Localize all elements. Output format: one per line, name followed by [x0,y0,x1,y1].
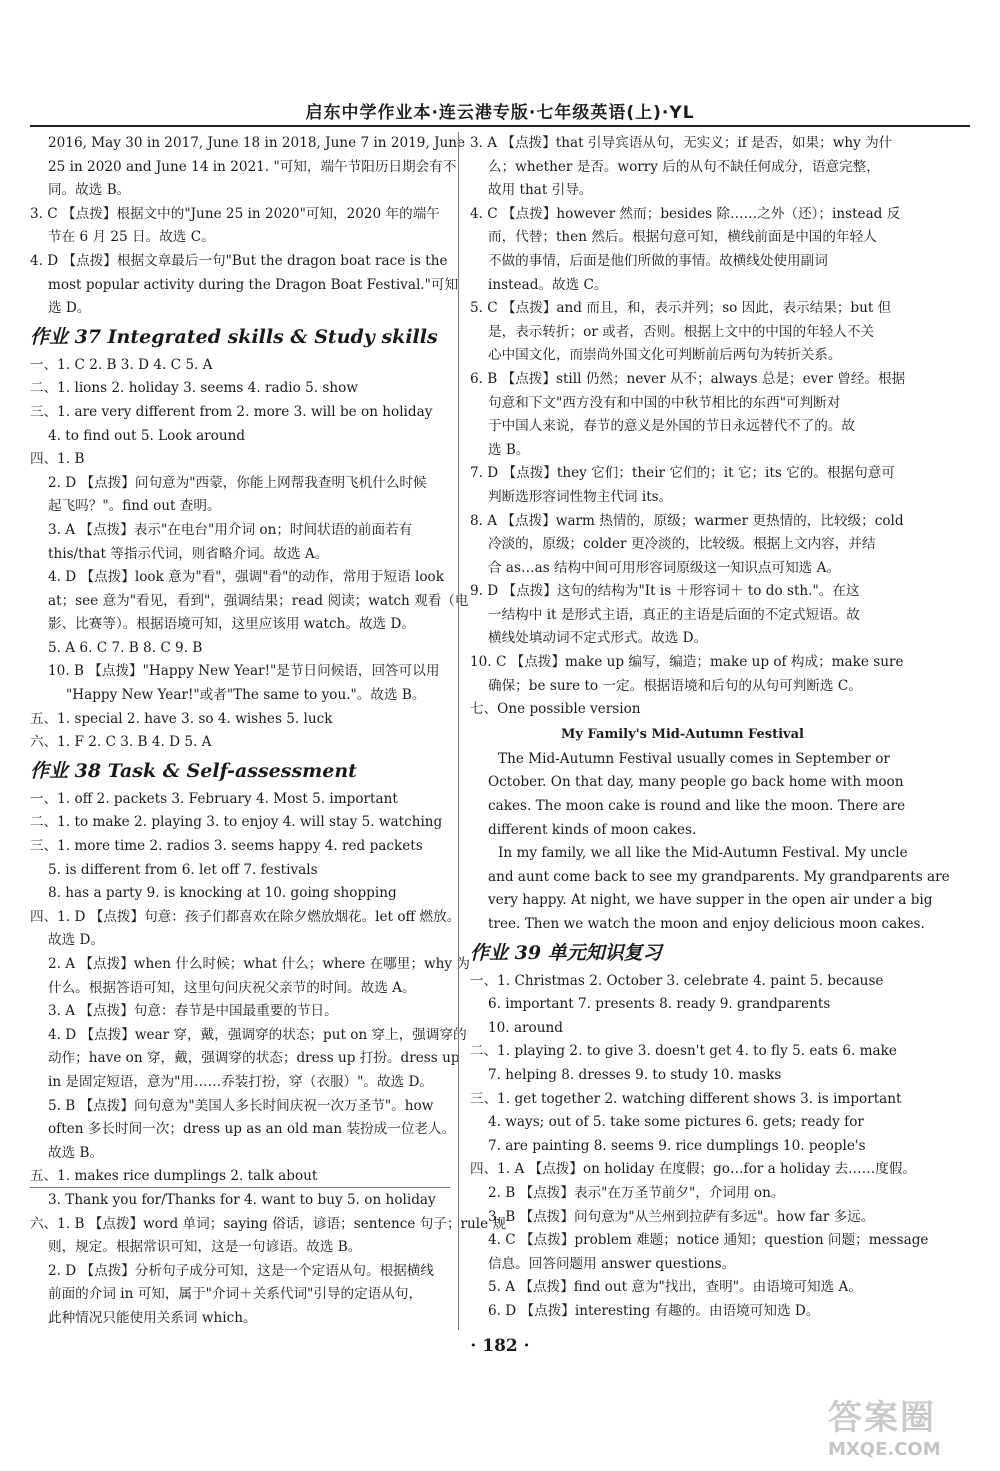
answer-line: 2. D 【点拨】问句意为"西蒙，你能上网帮我查明飞机什么时候 [48,474,427,491]
answer-line: 横线处填动词不定式形式。故选 D。 [488,630,708,647]
answer-line: 一、1. off 2. packets 3. February 4. Most 5. important [30,790,398,807]
answer-line: 选 D。 [48,300,91,317]
answer-line: 2. A 【点拨】when 什么时候；what 什么；where 在哪里；why 为 [48,956,471,972]
answer-line: most popular activity during the Dragon Boat Festival."可知 [48,276,459,293]
answer-line: 起飞吗？"。find out 查明。 [48,498,221,515]
answer-line: 25 in 2020 and June 14 in 2021. "可知，端午节阳历日期会有不 [48,158,457,175]
answer-line: 三、1. get together 2. watching different shows 3. is important [470,1090,902,1107]
answer-line: 4. D 【点拨】look 意为"看"，强调"看"的动作，常用于短语 look [48,569,444,586]
answer-line: in 是固定短语，意为"用……乔装打扮，穿（衣服）"。故选 D。 [48,1073,433,1090]
column-divider [458,132,459,1330]
answer-line: 合 as…as 结构中间可用形容词原级这一知识点可知选 A。 [488,559,841,576]
answer-line: 10. B 【点拨】"Happy New Year!"是节日问候语，回答可以用 [48,663,440,680]
answer-line: 3. A 【点拨】表示"在电台"用介词 on；时间状语的前面若有 [48,521,413,538]
answer-line: 8. A 【点拨】warm 热情的，原级；warmer 更热情的，比较级；cold [470,512,904,529]
answer-line: at；see 意为"看见，看到"，强调结果；read 阅读；watch 观看（电 [48,592,469,609]
answer-line: The Mid-Autumn Festival usually comes in September or [498,750,890,767]
answer-line: 影、比赛等）。根据语境可知，这里应该用 watch。故选 D。 [48,616,415,633]
section-heading: 作业 37 Integrated skills & Study skills [30,325,438,348]
answer-line: 一、1. C 2. B 3. D 4. C 5. A [30,356,213,373]
answer-line: this/that 等指示代词，则省略介词。故选 A。 [48,545,329,562]
answer-line: 心中国文化，而崇尚外国文化可判断前后两句为转折关系。 [488,347,842,364]
answer-line: 不做的事情，后面是他们所做的事情。故横线处使用副词 [488,252,828,269]
answer-line: 10. C 【点拨】make up 编写，编造；make up of 构成；make sure [470,654,904,671]
answer-line: 确保；be sure to 一定。根据语境和后句的从句可判断选 C。 [488,677,862,694]
answer-line: 9. D 【点拨】这句的结构为"It is ＋形容词＋ to do sth."。在这 [470,583,860,600]
answer-line: 故选 B。 [48,1144,104,1161]
answer-line: 故选 D。 [48,932,105,949]
answer-line: 3. Thank you for/Thanks for 4. want to buy 5. on holiday [48,1191,436,1208]
answer-line: 四、1. D 【点拨】句意：孩子们都喜欢在除夕燃放烟花。let off 燃放。 [30,908,461,925]
answer-line: 前面的介词 in 可知，属于"介词＋关系代词"引导的定语从句， [48,1286,423,1303]
logo-url: MXQE.COM [828,1439,941,1460]
answer-line: 节在 6 月 25 日。故选 C。 [48,229,215,246]
answer-line: 则，规定。根据常识可知，这是一句谚语。故选 B。 [48,1239,362,1256]
watermark-logo [828,1390,978,1460]
left-column [30,132,507,1326]
answer-line: 3. B 【点拨】问句意为"从兰州到拉萨有多远"。how far 多远。 [488,1208,875,1225]
answer-line: often 多长时间一次；dress up as an old man 装扮成一位老人。 [48,1121,456,1138]
answer-line: tree. Then we watch the moon and enjoy delicious moon cakes. [488,916,925,932]
answer-line: 四、1. A 【点拨】on holiday 在度假；go…for a holiday 去……度假。 [470,1161,917,1178]
page-header: 启东中学作业本·连云港专版·七年级英语(上)·YL [305,103,695,123]
answer-line: 6. D 【点拨】interesting 有趣的。由语境可知选 D。 [488,1302,820,1319]
answer-line: 同。故选 B。 [48,182,131,199]
answer-line: 8. has a party 9. is knocking at 10. going shopping [48,885,397,902]
answer-line: 5. A 6. C 7. B 8. C 9. B [48,639,203,656]
answer-line: instead。故选 C。 [488,276,608,293]
answer-line: 4. C 【点拨】however 然而；besides 除……之外（还）；instead 反 [470,205,901,222]
answer-line: 4. ways; out of 5. take some pictures 6. gets; ready for [488,1114,864,1131]
answer-line: 3. A 【点拨】句意：春节是中国最重要的节日。 [48,1003,338,1020]
answer-line: 5. B 【点拨】问句意为"美国人多长时间庆祝一次万圣节"。how [48,1097,434,1114]
answer-line: 6. important 7. presents 8. ready 9. grandparents [488,996,831,1013]
answer-line: 判断选形容词性物主代词 its。 [488,488,673,505]
answer-line: 3. C 【点拨】根据文中的"June 25 in 2020"可知，2020 年的端午 [30,205,440,222]
answer-line: 五、1. makes rice dumplings 2. talk about [30,1168,318,1185]
answer-line: 5. C 【点拨】and 而且，和，表示并列；so 因此，表示结果；but 但 [470,300,892,317]
header-rule [30,125,970,127]
answer-line: different kinds of moon cakes. [488,821,697,838]
answer-line: 七、One possible version [470,701,641,718]
answer-line: and aunt come back to see my grandparents. My grandparents are [488,868,950,885]
answer-line: 二、1. to make 2. playing 3. to enjoy 4. will stay 5. watching [30,814,443,831]
answer-line: 4. D 【点拨】根据文章最后一句"But the dragon boat race is the [30,252,448,269]
essay-title: My Family's Mid-Autumn Festival [561,726,804,742]
answer-line: 于中国人来说，春节的意义是外国的节日永远替代不了的。故 [488,418,856,435]
answer-line: 选 B。 [488,441,530,458]
page-number: · 182 · [470,1336,530,1356]
section-heading: 作业 38 Task & Self-assessment [30,759,357,782]
answer-line: 三、1. are very different from 2. more 3. will be on holiday [30,403,433,420]
answer-line: 三、1. more time 2. radios 3. seems happy 4. red packets [30,838,423,855]
answer-line: 六、1. F 2. C 3. B 4. D 5. A [30,734,212,751]
answer-line: 7. helping 8. dresses 9. to study 10. masks [488,1066,782,1083]
answer-line: 是，表示转折；or 或者，否则。根据上文中的中国的年轻人不关 [488,323,875,340]
answer-line: 10. around [488,1019,563,1036]
answer-line: 5. A 【点拨】find out 意为"找出，查明"。由语境可知选 A。 [488,1279,862,1296]
answer-line: 一结构中 it 是形式主语，真正的主语是后面的不定式短语。故 [488,606,860,623]
answer-line: 么；whether 是否。worry 后的从句不缺任何成分，语意完整， [488,158,880,175]
answer-line: 5. is different from 6. let off 7. festivals [48,861,318,878]
section-heading: 作业 39 单元知识复习 [470,941,662,964]
answer-line: 2. D 【点拨】分析句子成分可知，这是一个定语从句。根据横线 [48,1262,434,1279]
answer-line: 2. B 【点拨】表示"在万圣节前夕"，介词用 on。 [488,1184,785,1201]
answer-line: In my family, we all like the Mid-Autumn Festival. My uncle [498,845,908,862]
answer-line: "Happy New Year!"或者"The same to you."。故选 B。 [66,687,426,704]
logo-mark: 答案圈 [828,1398,936,1438]
answer-line: 二、1. playing 2. to give 3. doesn't get 4. to fly 5. eats 6. make [470,1043,897,1060]
answer-line: 四、1. B [30,451,85,468]
answer-line: 7. D 【点拨】they 它们；their 它们的；it 它；its 它的。根据句意可 [470,465,895,482]
answer-line: cakes. The moon cake is round and like the moon. There are [488,798,906,815]
answer-line: 二、1. lions 2. holiday 3. seems 4. radio 5. show [30,380,358,397]
answer-line: 7. are painting 8. seems 9. rice dumplings 10. people's [488,1137,866,1154]
answer-line: 此种情况只能使用关系词 which。 [48,1309,257,1326]
answer-line: 五、1. special 2. have 3. so 4. wishes 5. luck [30,710,333,727]
left-divider [30,1187,450,1188]
answer-line: 而，代替；then 然后。根据句意可知，横线前面是中国的年轻人 [488,229,877,246]
answer-line: 2016, May 30 in 2017, June 18 in 2018, June 7 in 2019, June [48,135,466,151]
answer-line: 信息。回答问题用 answer questions。 [488,1255,736,1272]
answer-line: 冷淡的，原级；colder 更冷淡的，比较级。根据上文内容，并结 [488,536,876,553]
answer-line: 4. C 【点拨】problem 难题；notice 通知；question 问题；message [488,1232,929,1249]
answer-line: 3. A 【点拨】that 引导宾语从句，无实义；if 是否，如果；why 为什 [470,135,893,151]
answer-line: 动作；have on 穿，戴，强调穿的状态；dress up 打扮。dress up [48,1050,460,1067]
answer-line: very happy. At night, we have supper in the open air under a big [488,892,933,909]
answer-line: 一、1. Christmas 2. October 3. celebrate 4. paint 5. because [470,972,884,989]
answer-line: 4. to find out 5. Look around [48,427,246,444]
answer-line: 故用 that 引导。 [488,182,593,199]
right-column [470,132,950,1319]
answer-line: 句意和下文"西方没有和中国的中秋节相比的东西"可判断对 [488,394,841,411]
answer-line: October. On that day, many people go back home with moon [488,774,904,791]
answer-line: 六、1. B 【点拨】word 单词；saying 俗话，谚语；sentence 句子；rule 规 [30,1215,507,1232]
answer-line: 什么。根据答语可知，这里句问庆祝父亲节的时间。故选 A。 [48,979,416,996]
answer-line: 6. B 【点拨】still 仍然；never 从不；always 总是；ever 曾经。根据 [470,370,906,387]
answer-line: 4. D 【点拨】wear 穿，戴，强调穿的状态；put on 穿上，强调穿的 [48,1026,467,1043]
